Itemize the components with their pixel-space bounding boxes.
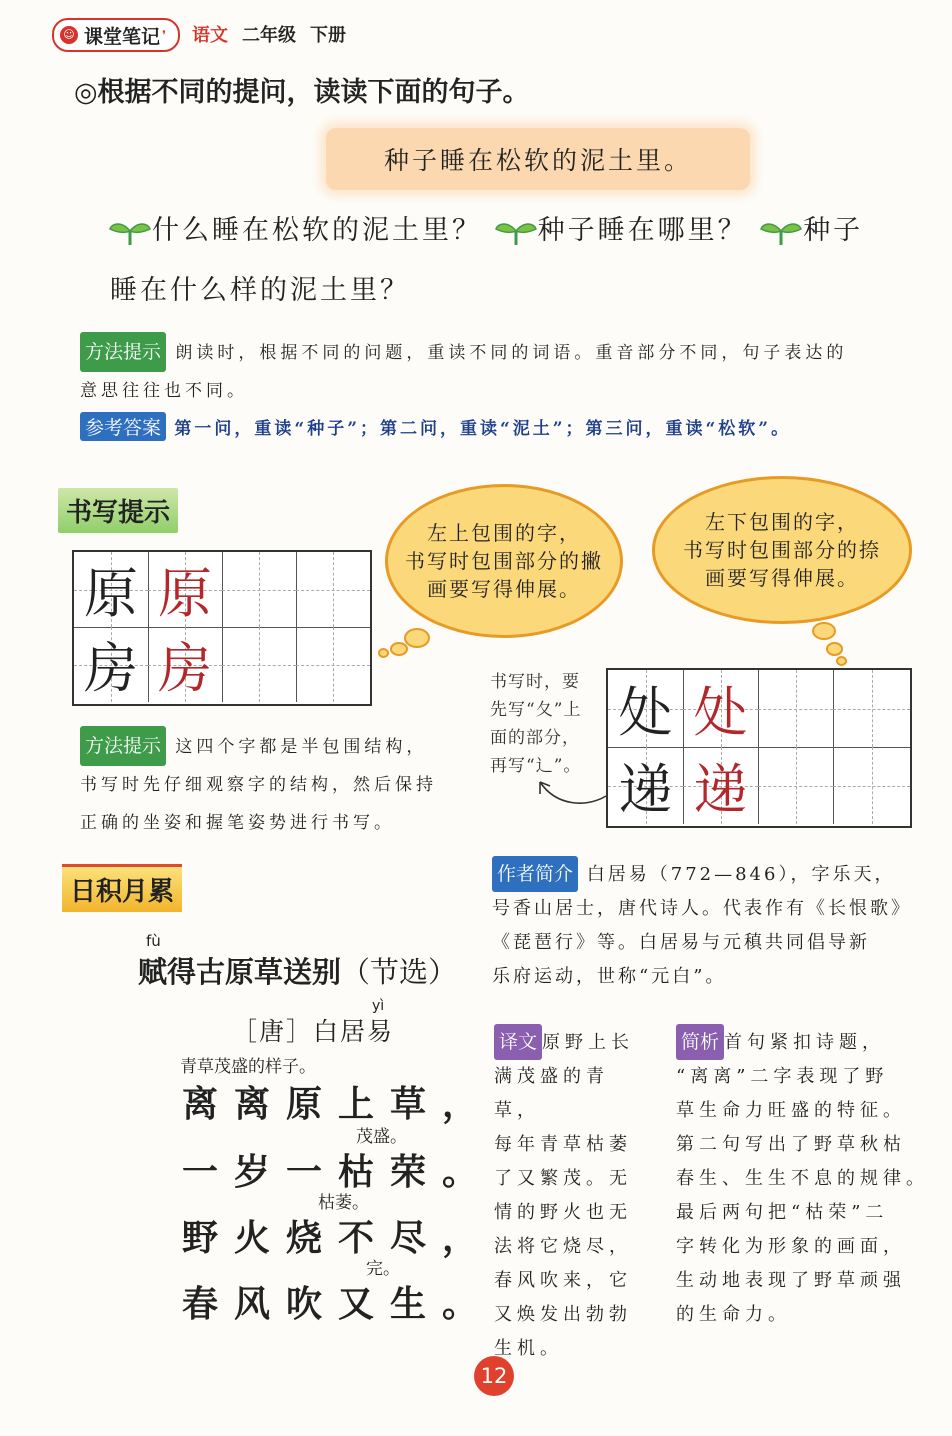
translation xyxy=(494,1024,654,1366)
curved-arrow-icon xyxy=(530,772,610,808)
header-badge xyxy=(52,18,180,52)
translation-line: 又焕发出勃勃 xyxy=(494,1304,632,1325)
analysis-line: “离离”二字表现了野 xyxy=(676,1066,889,1087)
pinyin-yi: yì xyxy=(372,998,385,1014)
analysis-line: 草生命力旺盛的特征。 xyxy=(676,1100,906,1121)
grid-char-red: 递 xyxy=(693,758,748,821)
page-number: 12 xyxy=(474,1356,514,1396)
method-tip-label: 方法提示 xyxy=(80,332,166,372)
author-intro-line3: 《琵琶行》等。白居易与元稹共同倡导新 xyxy=(492,932,870,953)
side-note-line2: 先写“夂”上 xyxy=(490,700,582,720)
cloud2-line2: 书写时包围部分的捺 xyxy=(683,538,881,562)
method-tip-line2: 意思往往也不同。 xyxy=(80,381,248,401)
cloud1-line3: 画要写得伸展。 xyxy=(427,577,581,601)
sprout-icon xyxy=(108,217,152,247)
analysis-line: 首句紧扣诗题， xyxy=(724,1032,886,1053)
gloss-4: 完。 xyxy=(366,1259,400,1279)
question-3a: 种子 xyxy=(803,215,864,246)
writing-method-tip xyxy=(80,726,437,842)
writing-tip-line2: 书写时先仔细观察字的结构，然后保持 xyxy=(80,775,437,795)
header-info xyxy=(192,21,346,47)
header-volume: 下册 xyxy=(310,25,346,46)
author-intro xyxy=(492,856,922,994)
mark-icon: ❜ xyxy=(162,28,166,42)
reference-answer xyxy=(80,412,930,441)
translation-line: 了又繁茂。无 xyxy=(494,1168,632,1189)
questions-line1 xyxy=(108,208,863,247)
analysis-label: 简析 xyxy=(676,1024,724,1060)
translation-line: 原野上长 xyxy=(542,1032,635,1053)
analysis-line: 最后两句把“枯荣”二 xyxy=(676,1202,889,1223)
translation-line: 每年青草枯萎 xyxy=(494,1134,632,1155)
poem-line-3: 野火烧不尽， xyxy=(182,1217,495,1259)
author-intro-line1: 白居易（772—846），字乐天， xyxy=(586,864,896,885)
cloud-bubble xyxy=(390,642,408,656)
tip-cloud-2 xyxy=(652,476,912,624)
header-subject: 语文 xyxy=(192,25,228,46)
sprout-icon xyxy=(759,217,803,247)
gloss-2: 茂盛。 xyxy=(356,1127,407,1147)
grid-char: 递 xyxy=(618,758,673,821)
side-note-line1: 书写时，要 xyxy=(490,672,580,692)
analysis-line: 的生命力。 xyxy=(676,1304,791,1325)
question-2: 种子睡在哪里？ xyxy=(537,215,748,246)
analysis-line: 春生、生生不息的规律。 xyxy=(676,1168,929,1189)
answer-text: 第一问，重读“种子”；第二问，重读“泥土”；第三问，重读“松软”。 xyxy=(174,419,792,439)
cloud1-line1: 左上包围的字， xyxy=(427,521,581,545)
translation-label: 译文 xyxy=(494,1024,542,1060)
writing-grid-2 xyxy=(606,668,912,828)
writing-tip-label: 方法提示 xyxy=(80,726,166,766)
method-tip-line1: 朗读时，根据不同的问题，重读不同的词语。重音部分不同，句子表达的 xyxy=(175,343,848,363)
grid-char: 处 xyxy=(618,681,673,744)
instruction-title: ◎根据不同的提问，读读下面的句子。 xyxy=(74,77,530,108)
tip-cloud-1 xyxy=(385,484,623,638)
analysis-line: 第二句写出了野草秋枯 xyxy=(676,1134,906,1155)
grid-char: 原 xyxy=(84,562,138,625)
question-1: 什么睡在松软的泥土里？ xyxy=(152,215,482,246)
poem-line-4: 春风吹又生。 xyxy=(182,1283,495,1325)
sprout-icon xyxy=(494,217,538,247)
cloud-bubble xyxy=(826,642,843,656)
question-3b: 睡在什么样的泥土里？ xyxy=(110,275,410,306)
writing-section-label: 书写提示 xyxy=(58,488,178,533)
cloud2-line1: 左下包围的字， xyxy=(705,510,859,534)
poem-line-1: 离离原上草， xyxy=(182,1083,495,1125)
header-title: 课堂笔记 xyxy=(84,25,161,48)
translation-line: 满茂盛的青草， xyxy=(494,1066,609,1121)
analysis-line: 生动地表现了野草顽强 xyxy=(676,1270,906,1291)
poem-line-2: 一岁一枯荣。 xyxy=(182,1151,495,1193)
side-note xyxy=(490,668,581,780)
poem-author: ［唐］白居易 xyxy=(232,1017,395,1046)
analysis-line: 字转化为形象的画面， xyxy=(676,1236,906,1257)
pinyin-fu: fù xyxy=(146,932,161,950)
author-intro-line4: 乐府运动，世称“元白”。 xyxy=(492,966,727,987)
translation-line: 法将它烧尽， xyxy=(494,1236,632,1257)
writing-grid-1 xyxy=(72,550,372,706)
gloss-3: 枯萎。 xyxy=(318,1193,369,1213)
translation-line: 春风吹来，它 xyxy=(494,1270,632,1291)
translation-line: 生机。 xyxy=(494,1338,563,1359)
smile-icon: ☺ xyxy=(60,26,78,44)
grid-char: 房 xyxy=(84,637,138,700)
writing-tip-line3: 正确的坐姿和握笔姿势进行书写。 xyxy=(80,813,395,833)
side-note-line3: 面的部分， xyxy=(490,728,580,748)
poem-title-text: 赋得古原草送别 xyxy=(138,955,342,989)
cloud1-line2: 书写时包围部分的撇 xyxy=(405,549,603,573)
analysis xyxy=(676,1024,929,1332)
answer-label: 参考答案 xyxy=(80,412,166,441)
side-note-line4: 再写“辶”。 xyxy=(490,756,582,776)
writing-tip-line1: 这四个字都是半包围结构， xyxy=(175,737,428,757)
poem-title-note: （节选） xyxy=(341,955,458,989)
method-tip xyxy=(80,332,920,410)
grid-char-red: 原 xyxy=(158,562,212,625)
translation-line: 情的野火也无 xyxy=(494,1202,632,1223)
gloss-1: 青草茂盛的样子。 xyxy=(180,1057,316,1077)
author-intro-label: 作者简介 xyxy=(492,856,578,892)
cloud-bubble xyxy=(836,656,847,666)
example-sentence: 种子睡在松软的泥土里。 xyxy=(326,128,750,190)
cloud-bubble xyxy=(404,628,430,648)
header-grade: 二年级 xyxy=(242,25,296,46)
poem-title xyxy=(138,950,457,991)
grid-char-red: 处 xyxy=(693,681,748,744)
accumulate-section-label: 日积月累 xyxy=(62,864,182,912)
cloud-bubble xyxy=(378,648,389,658)
cloud-bubble xyxy=(812,622,836,640)
author-intro-line2: 号香山居士，唐代诗人。代表作有《长恨歌》 xyxy=(492,898,912,919)
grid-char-red: 房 xyxy=(158,637,212,700)
cloud2-line3: 画要写得伸展。 xyxy=(705,566,859,590)
